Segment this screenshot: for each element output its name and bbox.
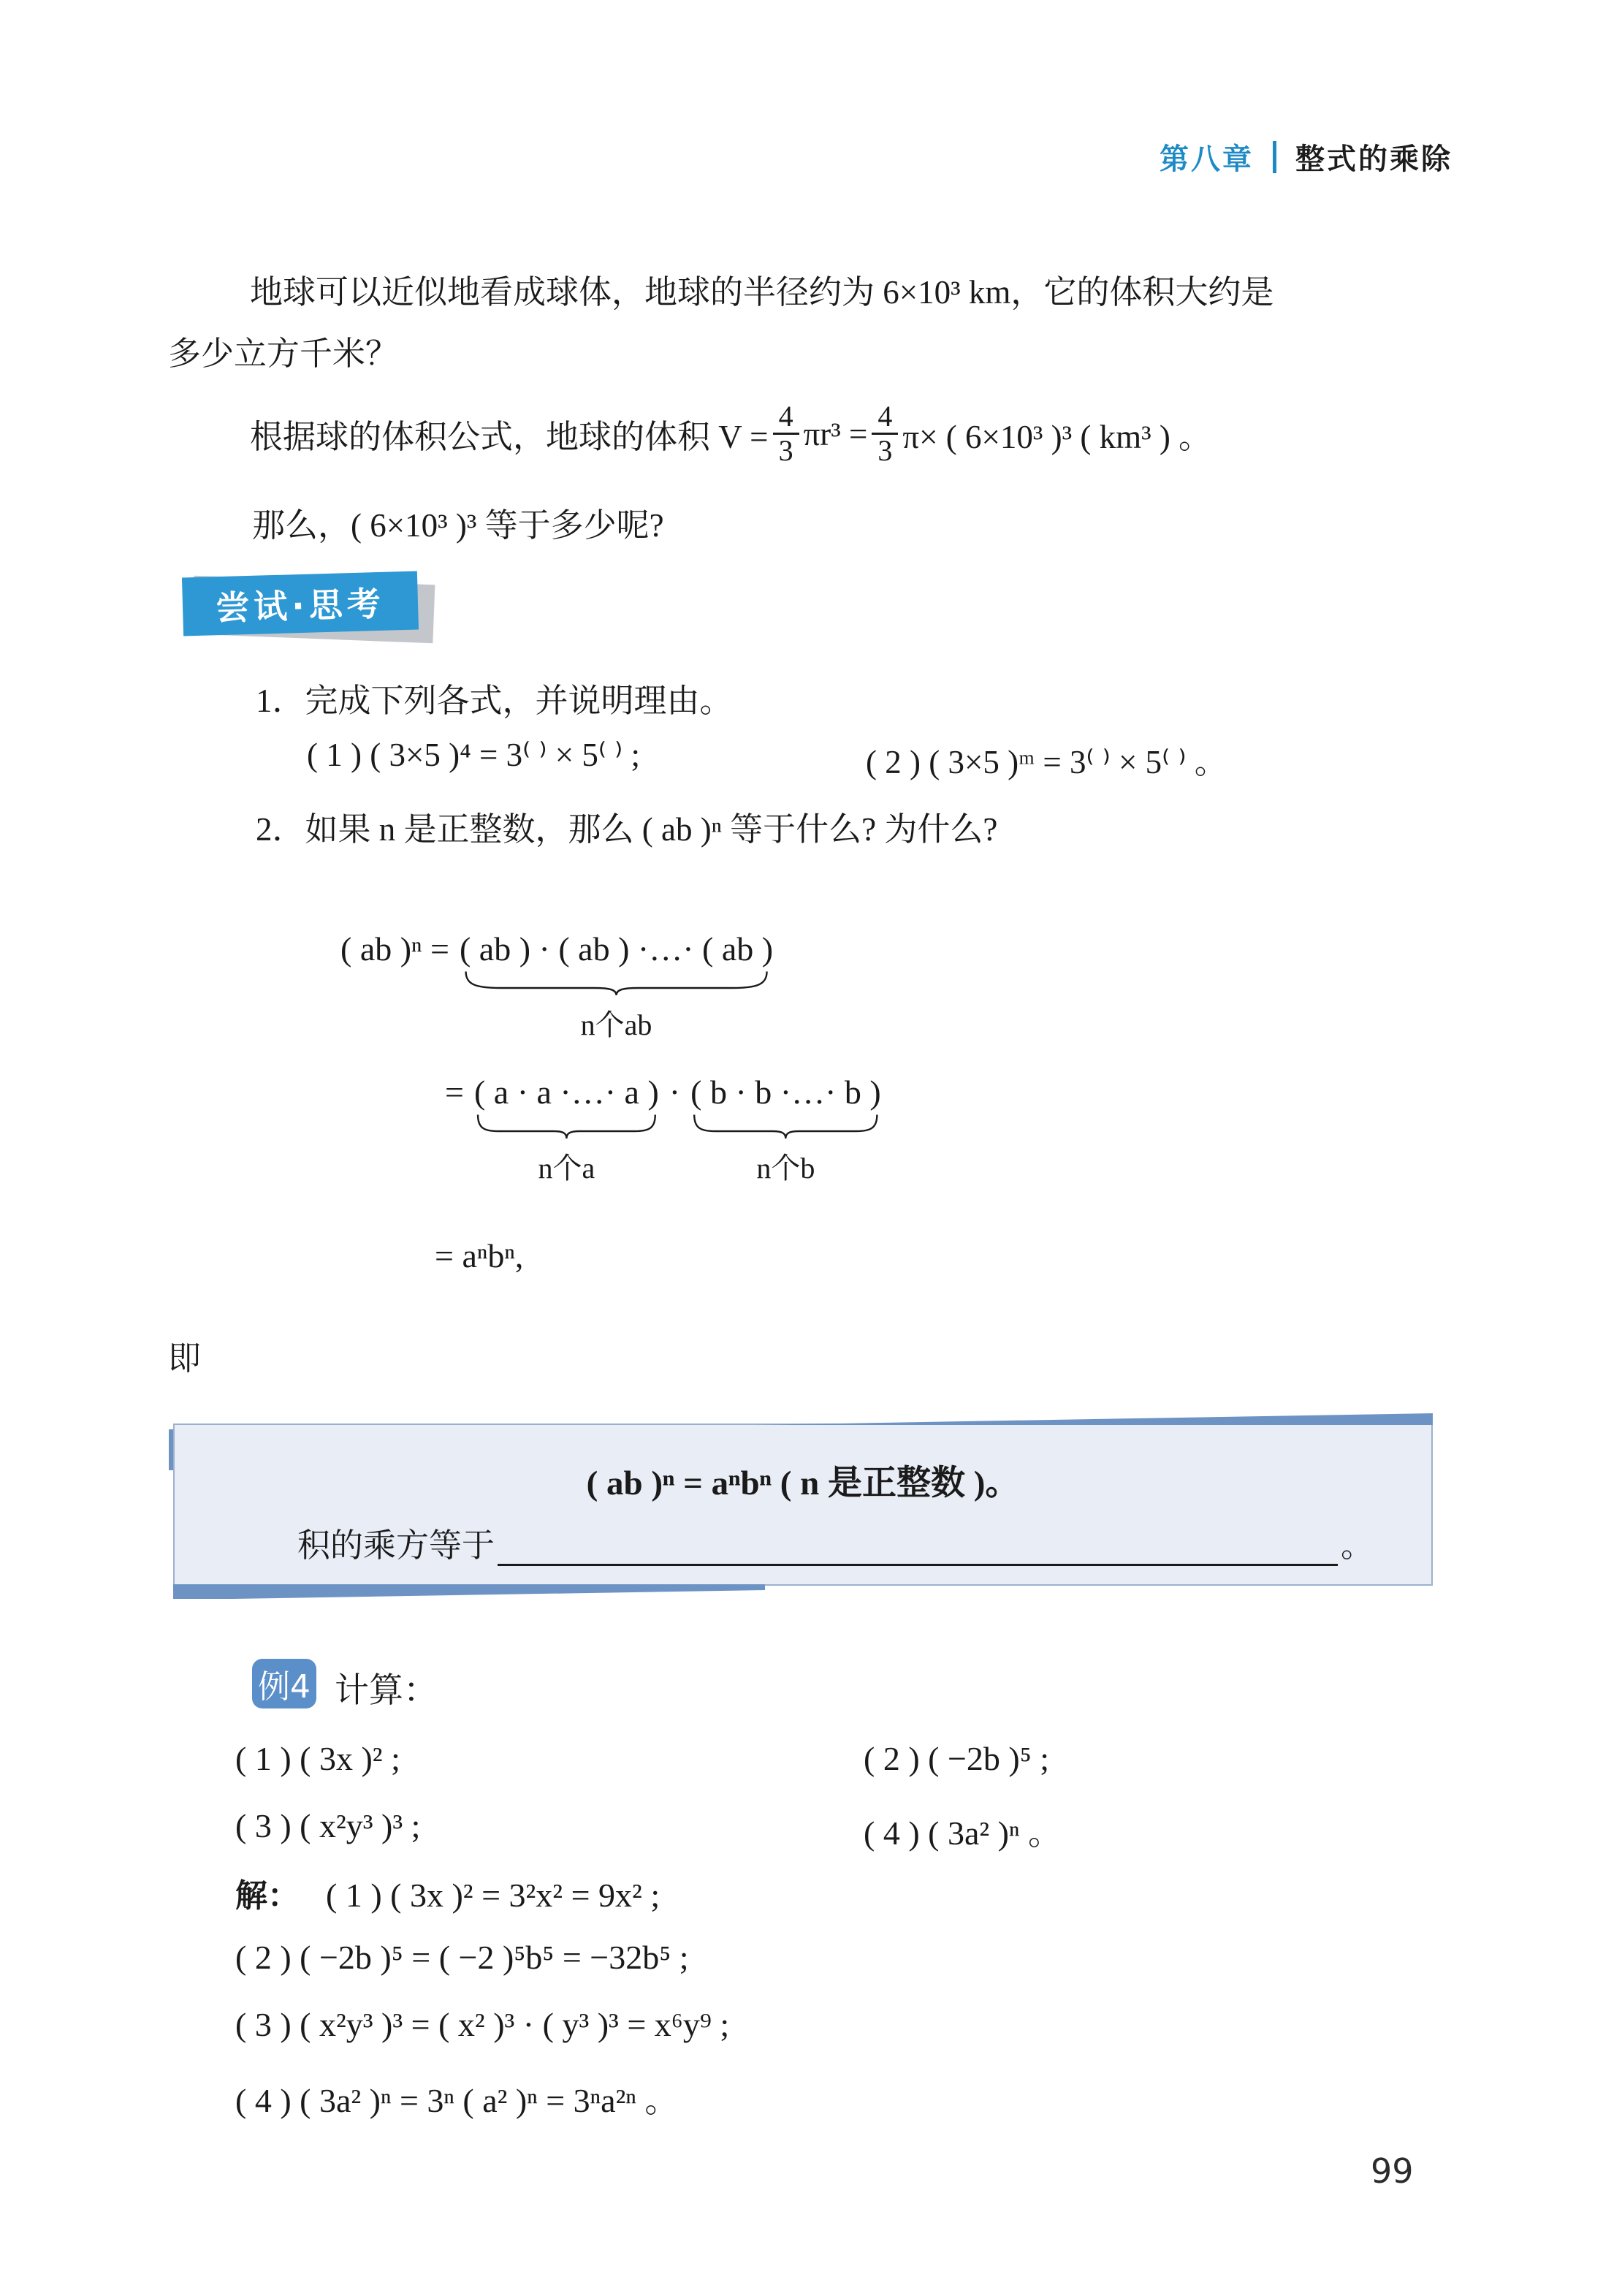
try-think-badge bbox=[183, 571, 446, 645]
volume-suffix: π× ( 6×10³ )³ ( km³ ) 。 bbox=[902, 419, 1212, 455]
fill-suffix: 。 bbox=[1341, 1527, 1374, 1564]
derivation-2-group-a bbox=[474, 1073, 659, 1187]
item-1-sub-2: ( 2 ) ( 3×5 )ᵐ = 3⁽ ⁾ × 5⁽ ⁾ 。 bbox=[866, 744, 1227, 780]
solution-row-1 bbox=[235, 1869, 660, 1916]
fraction-four-thirds bbox=[773, 400, 799, 467]
underbrace-label: n个b bbox=[756, 1152, 815, 1185]
example-problem-2: ( 2 ) ( −2b )⁵ ; bbox=[864, 1740, 1050, 1777]
intro-paragraph bbox=[168, 262, 1458, 384]
derivation-2-group-b bbox=[690, 1073, 881, 1187]
volume-prefix: 根据球的体积公式，地球的体积 V = bbox=[250, 419, 769, 455]
solution-label: 解： bbox=[235, 1877, 300, 1915]
badge-label: 尝试·思考 bbox=[182, 571, 419, 636]
page-header bbox=[1160, 136, 1452, 178]
derivation-2-product-b: ( b · b ·…· b ) bbox=[690, 1073, 881, 1111]
derivation-1-product: ( ab ) · ( ab ) ·…· ( ab ) bbox=[459, 930, 774, 968]
solution-step-4: ( 4 ) ( 3a² )ⁿ = 3ⁿ ( a² )ⁿ = 3ⁿa²ⁿ 。 bbox=[235, 2082, 679, 2119]
fill-prefix: 积的乘方等于 bbox=[297, 1527, 495, 1564]
underbrace-label: n个ab bbox=[580, 1008, 652, 1041]
derivation-2-equals: = bbox=[445, 1073, 464, 1111]
question-line: 那么，( 6×10³ )³ 等于多少呢? bbox=[252, 507, 664, 544]
example-problem-3: ( 3 ) ( x²y³ )³ ; bbox=[235, 1807, 421, 1844]
volume-formula-line bbox=[168, 400, 1622, 467]
derivation-2-product-a: ( a · a ·…· a ) bbox=[473, 1073, 659, 1111]
underbrace bbox=[460, 970, 773, 999]
rule-fill-line bbox=[297, 1518, 1374, 1566]
derivation-line-2 bbox=[435, 1073, 881, 1187]
rule-box-bottom-accent bbox=[173, 1584, 765, 1599]
section-title: 整式的乘除 bbox=[1295, 142, 1452, 176]
list-item-1: 1．完成下列各式，并说明理由。 bbox=[256, 683, 733, 719]
fraction-numerator: 4 bbox=[877, 400, 893, 433]
lead-word: 即 bbox=[168, 1340, 202, 1377]
list-item-2: 2．如果 n 是正整数，那么 ( ab )ⁿ 等于什么? 为什么? bbox=[256, 811, 998, 848]
derivation-2-dot: · bbox=[669, 1073, 681, 1111]
derivation-1-left: ( ab )ⁿ = bbox=[340, 930, 449, 968]
example-label: 计算： bbox=[335, 1672, 438, 1710]
item-1-sub-1: ( 1 ) ( 3×5 )⁴ = 3⁽ ⁾ × 5⁽ ⁾ ; bbox=[307, 737, 640, 773]
rule-box-top-accent bbox=[753, 1413, 1433, 1425]
header-divider bbox=[1273, 141, 1276, 173]
underbrace bbox=[690, 1113, 881, 1142]
underbrace bbox=[474, 1113, 659, 1142]
page-number: 99 bbox=[1371, 2151, 1414, 2191]
rule-formula: ( ab )ⁿ = aⁿbⁿ ( n 是正整数 )。 bbox=[586, 1464, 1020, 1502]
fill-blank-line bbox=[498, 1526, 1338, 1566]
derivation-1-group bbox=[460, 930, 773, 1044]
example-badge: 例4 bbox=[252, 1659, 316, 1708]
fraction-four-thirds-2 bbox=[872, 400, 898, 467]
solution-step-1: ( 1 ) ( 3x )² = 3²x² = 9x² ; bbox=[326, 1877, 660, 1914]
example-problem-1: ( 1 ) ( 3x )² ; bbox=[235, 1740, 400, 1777]
fraction-numerator: 4 bbox=[778, 400, 793, 433]
volume-mid: πr³ = bbox=[803, 415, 868, 452]
derivation-line-3: = aⁿbⁿ, bbox=[435, 1237, 524, 1274]
solution-step-2: ( 2 ) ( −2b )⁵ = ( −2 )⁵b⁵ = −32b⁵ ; bbox=[235, 1939, 689, 1976]
fraction-denominator: 3 bbox=[773, 433, 799, 467]
underbrace-label: n个a bbox=[538, 1152, 595, 1185]
intro-line-2: 多少立方千米？ bbox=[168, 335, 399, 372]
intro-line-1: 地球可以近似地看成球体，地球的半径约为 6×10³ km，它的体积大约是 bbox=[250, 274, 1274, 311]
solution-step-3: ( 3 ) ( x²y³ )³ = ( x² )³ · ( y³ )³ = x⁶y⁹ ; bbox=[235, 2006, 730, 2043]
rule-box bbox=[173, 1423, 1433, 1586]
example-problem-4: ( 4 ) ( 3a² )ⁿ 。 bbox=[864, 1814, 1062, 1852]
derivation-line-1 bbox=[330, 930, 773, 1044]
rule-box-left-accent bbox=[169, 1429, 173, 1470]
chapter-label: 第八章 bbox=[1160, 142, 1254, 176]
fraction-denominator: 3 bbox=[872, 433, 898, 467]
